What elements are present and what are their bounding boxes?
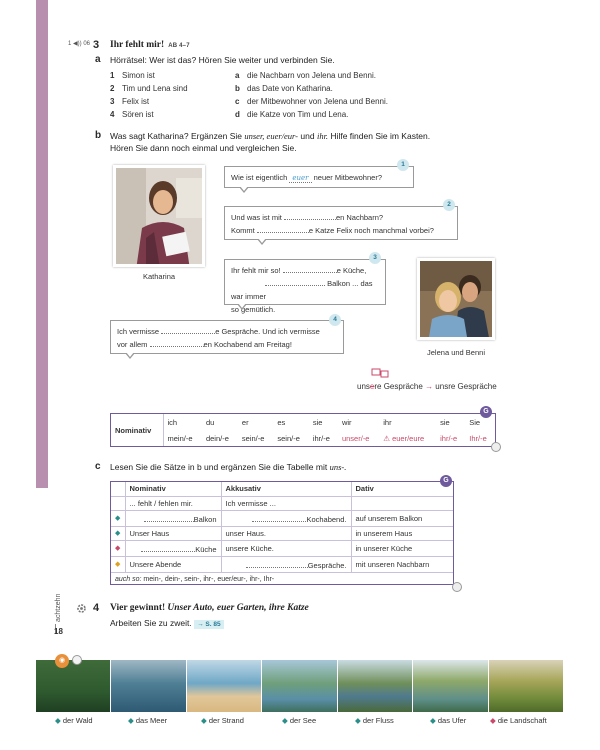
warning-icon: ⚠: [383, 433, 390, 443]
bubble-text: vor allem: [117, 340, 148, 349]
exercise-title: Vier gewinnt!: [110, 603, 166, 613]
bubble-tail: [237, 304, 247, 310]
row-label: Nominativ: [111, 414, 163, 446]
match-right-d[interactable]: [235, 110, 348, 119]
match-right-letter: c: [235, 97, 240, 106]
match-right-text: das Date von Katharina.: [247, 84, 333, 93]
bubble-text: Balkon ... das war immer: [231, 279, 373, 301]
gender-dot-icon: ◆: [355, 716, 361, 725]
vocab-item-landschaft: [490, 716, 547, 725]
vocab-label: das Meer: [135, 716, 168, 725]
katharina-photo: [113, 165, 205, 267]
exercise-title-row: [110, 603, 309, 613]
match-right-letter: d: [235, 110, 240, 119]
bubble-tail: [239, 187, 249, 193]
gear-icon-svg: [76, 603, 87, 614]
cell-akkusativ: unser Haus.: [221, 526, 351, 540]
fill-gap[interactable]: [252, 513, 306, 522]
arrow-icon: →: [425, 382, 434, 391]
table-cell-text: euer/eure: [392, 433, 425, 443]
table-head: er: [241, 417, 249, 427]
bubble-tail: [257, 239, 267, 245]
table-head: ich: [167, 417, 178, 427]
filled-answer[interactable]: euer: [289, 174, 311, 183]
gender-dot-icon: ◆: [430, 716, 436, 725]
match-right-text: die Nachbarn von Jelena und Benni.: [247, 71, 376, 80]
instr-text: und: [300, 131, 315, 141]
note-unsere-unsre: [357, 382, 497, 391]
grammar-badge: G: [480, 406, 492, 418]
subtask-c-letter: c: [95, 461, 101, 472]
nominativ-table: [110, 413, 496, 447]
bubble-text: Ich vermisse: [117, 327, 160, 336]
cell-text: Balkon: [193, 514, 217, 524]
table-cell: sein/-e: [277, 433, 300, 443]
instr-italic: ihr.: [316, 131, 329, 141]
bubble-number-badge: 1: [397, 159, 409, 171]
instr-text: Arbeiten Sie zu zweit.: [110, 618, 192, 628]
fill-gap[interactable]: [161, 325, 215, 334]
gender-dot-icon: ◆: [111, 540, 125, 556]
sea-image: [111, 660, 185, 712]
shore-image: [413, 660, 487, 712]
table-row: [111, 414, 495, 430]
fill-gap[interactable]: [141, 543, 195, 552]
match-right-letter: b: [235, 84, 240, 93]
table-row: [111, 526, 453, 540]
note-pointer-icon: [370, 368, 390, 380]
grammar-badge: G: [440, 475, 452, 487]
instr-text: Hören Sie dann noch einmal und vergleichen Sie.: [110, 143, 297, 153]
cell-nominativ[interactable]: [125, 510, 221, 526]
table-cell-highlight: [379, 430, 436, 446]
col-head-dativ: Dativ: [351, 482, 453, 496]
subtask-a-letter: a: [95, 54, 101, 65]
match-right-c[interactable]: [235, 97, 388, 106]
cell-text: Gespräche.: [307, 560, 347, 570]
gear-icon: [76, 603, 87, 614]
table-head: sie: [312, 417, 323, 427]
audio-track-text: 1 ◀)) 06: [68, 41, 90, 47]
match-left-3[interactable]: [110, 97, 149, 106]
landscape-image: [489, 660, 563, 712]
jelena-benni-photo: [417, 258, 495, 340]
exercise-number: 4: [93, 602, 100, 614]
speech-bubble-4: [110, 320, 344, 354]
lake-image: [262, 660, 336, 712]
katharina-illustration: [116, 168, 205, 267]
bubble-tail: [125, 353, 135, 359]
ab-reference: AB 4–7: [168, 43, 190, 49]
vocab-item-wald: [55, 716, 93, 725]
fill-gap[interactable]: [283, 264, 337, 273]
cell-text: Küche: [195, 544, 217, 554]
hand-pointer-icon[interactable]: [491, 442, 501, 452]
cell-akkusativ[interactable]: [221, 556, 351, 572]
hand-pointer-icon[interactable]: [72, 655, 82, 665]
bubble-text: e Küche,: [336, 266, 367, 275]
exercise-title: Ihr fehlt mir!: [110, 40, 165, 50]
cell-dativ: [351, 496, 453, 510]
page-reference-link[interactable]: → S. 85: [194, 620, 223, 629]
note-text: uns: [357, 382, 370, 391]
vocab-label: das Ufer: [437, 716, 467, 725]
match-left-text: Sören ist: [122, 110, 154, 119]
col-head-nominativ: Nominativ: [125, 482, 221, 496]
page-number: 18: [54, 627, 63, 636]
subtask-c-instruction: [110, 461, 346, 473]
table-cell: mein/-e: [167, 433, 193, 443]
note-text: re Gespräche: [374, 382, 423, 391]
vocab-label: die Landschaft: [497, 716, 547, 725]
table-head: du: [205, 417, 215, 427]
table-head: sie: [440, 417, 450, 427]
instr-italic: unser, euer/eur-: [244, 131, 299, 141]
instr-text: Lesen Sie die Sätze in b und ergänzen Sie die Tabelle mit: [110, 462, 328, 472]
bubble-text: so gemütlich.: [231, 305, 276, 314]
vocab-item-ufer: [430, 716, 466, 725]
cell-akkusativ: Ich vermisse ...: [221, 496, 351, 510]
bubble-text: e Katze Felix noch manchmal vorbei?: [308, 226, 434, 235]
bubble-text: neuer Mitbewohner?: [313, 173, 382, 182]
gender-dot-icon: ◆: [282, 716, 288, 725]
match-left-1[interactable]: [110, 71, 155, 80]
note-text: unsre Gespräche: [435, 382, 497, 391]
vocab-item-fluss: [355, 716, 394, 725]
fill-gap[interactable]: [257, 224, 309, 233]
forest-image: [36, 660, 110, 712]
table-head: wir: [341, 417, 352, 427]
beach-image: [187, 660, 261, 712]
gender-dot-icon: ◆: [111, 556, 125, 572]
vocab-label: der See: [289, 716, 317, 725]
speech-bubble-2: [224, 206, 458, 240]
subtask-a-instruction: Hörrätsel: Wer ist das? Hören Sie weiter und verbinden Sie.: [110, 55, 335, 65]
fill-gap[interactable]: [150, 338, 204, 347]
vocab-item-see: [282, 716, 316, 725]
instr-italic: uns-.: [329, 462, 347, 472]
gender-dot-icon: ◆: [201, 716, 207, 725]
fill-gap[interactable]: [144, 513, 194, 522]
table-row: [111, 510, 453, 526]
caption-jelena-benni: Jelena und Benni: [427, 348, 485, 357]
bubble-text: Ihr fehlt mir so!: [231, 266, 281, 275]
table-cell: dein/-e: [205, 433, 229, 443]
fill-gap[interactable]: [265, 277, 325, 286]
match-left-num: 1: [110, 71, 115, 80]
cell-nominativ: Unsere Abende: [125, 556, 221, 572]
fill-gap[interactable]: [284, 211, 336, 220]
match-left-text: Tim und Lena sind: [122, 84, 188, 93]
cell-dativ: mit unseren Nachbarn: [351, 556, 453, 572]
hand-pointer-icon[interactable]: [452, 582, 462, 592]
note-strike: e: [369, 382, 375, 391]
bubble-number-badge: 3: [369, 252, 381, 264]
chapter-sidebar-bar: [36, 0, 48, 488]
table-head: es: [277, 417, 286, 427]
row-dot: [111, 496, 125, 510]
fill-gap[interactable]: [246, 559, 308, 568]
match-left-num: 4: [110, 110, 115, 119]
exercise-number: 3: [93, 39, 100, 51]
exercise-title-row: [110, 40, 190, 50]
table-row: [111, 556, 453, 572]
vocab-label: der Wald: [62, 716, 93, 725]
match-right-letter: a: [235, 71, 240, 80]
instr-text: Hilfe finden Sie im Kasten.: [330, 131, 431, 141]
instr-text: Was sagt Katharina? Ergänzen Sie: [110, 131, 242, 141]
match-left-num: 2: [110, 84, 115, 93]
match-right-text: die Katze von Tim und Lena.: [247, 110, 349, 119]
declension-grid: [111, 482, 453, 586]
exercise-subtitle: Unser Auto, euer Garten, ihre Katze: [167, 603, 309, 613]
dot-col-head: [111, 482, 125, 496]
table-row: [111, 496, 453, 510]
bubble-text: Kommt: [231, 226, 255, 235]
table-cell-highlight: unser/-e: [341, 433, 370, 443]
table-cell-highlight: Ihr/-e: [469, 433, 487, 443]
river-image: [338, 660, 412, 712]
caption-katharina: Katharina: [142, 272, 176, 281]
cell-akkusativ[interactable]: [221, 510, 351, 526]
speech-bubble-3: [224, 259, 386, 314]
table-head: ihr: [383, 417, 392, 427]
table-footer: [111, 572, 453, 586]
bubble-number-badge: 2: [443, 199, 455, 211]
match-right-a[interactable]: [235, 71, 376, 80]
cell-akkusativ: unsere Küche.: [221, 540, 351, 556]
footer-label: auch so:: [115, 575, 142, 583]
gender-dot-icon: ◆: [111, 526, 125, 540]
match-right-b[interactable]: [235, 84, 333, 93]
match-left-text: Simon ist: [122, 71, 155, 80]
gender-dot-icon: ◆: [55, 716, 61, 725]
cell-nominativ: ... fehlt / fehlen mir.: [125, 496, 221, 510]
bubble-number-badge: 4: [329, 314, 341, 326]
vocab-label: der Fluss: [362, 716, 394, 725]
match-left-2[interactable]: [110, 84, 188, 93]
table-footer-row: [111, 572, 453, 586]
bubble-text: Wie ist eigentlich: [231, 173, 288, 182]
table-head: Sie: [469, 417, 481, 427]
cell-text: Kochabend.: [306, 514, 347, 524]
table-row: [111, 540, 453, 556]
cell-nominativ[interactable]: [125, 540, 221, 556]
table-cell-highlight: ihr/-e: [440, 433, 458, 443]
match-right-text: der Mitbewohner von Jelena und Benni.: [247, 97, 388, 106]
bubble-text: Und was ist mit: [231, 213, 282, 222]
gender-dot-icon: ◆: [128, 716, 134, 725]
audio-track-label[interactable]: [66, 41, 90, 48]
vocab-label: der Strand: [208, 716, 244, 725]
speech-icon: [370, 368, 390, 380]
gender-dot-icon: ◆: [111, 510, 125, 526]
exercise4-instruction: [110, 617, 224, 631]
table-header-row: [111, 482, 453, 496]
footer-text: mein-, dein-, sein-, ihr-, euer/eur-, ihr-, Ihr-: [143, 575, 275, 583]
match-left-num: 3: [110, 97, 115, 106]
declension-table: [110, 481, 454, 585]
speech-bubble-1: [224, 166, 414, 188]
subtask-b-letter: b: [95, 130, 102, 141]
subtask-b-instruction: [110, 130, 550, 154]
vocab-item-strand: [201, 716, 244, 725]
col-head-akkusativ: Akkusativ: [221, 482, 351, 496]
gender-dot-icon: ◆: [490, 716, 496, 725]
landscape-strip: [36, 660, 564, 712]
table-cell: sein/-e: [241, 433, 265, 443]
bubble-text: en Nachbarn?: [335, 213, 384, 222]
table-row: [111, 430, 495, 446]
page-side-label: achtzehn: [55, 593, 62, 622]
nominativ-grid: [111, 414, 495, 446]
bubble-text: en Kochabend am Freitag!: [203, 340, 292, 349]
audio-play-icon[interactable]: ◉: [55, 654, 69, 668]
cell-dativ: in unserer Küche: [351, 540, 453, 556]
match-left-4[interactable]: [110, 110, 154, 119]
bubble-text: e Gespräche. Und ich vermisse: [215, 327, 320, 336]
table-cell: ihr/-e: [312, 433, 330, 443]
cell-dativ: auf unserem Balkon: [351, 510, 453, 526]
vocab-item-meer: [128, 716, 167, 725]
couple-illustration: [420, 261, 495, 340]
cell-nominativ: Unser Haus: [125, 526, 221, 540]
match-left-text: Felix ist: [122, 97, 150, 106]
cell-dativ: in unserem Haus: [351, 526, 453, 540]
